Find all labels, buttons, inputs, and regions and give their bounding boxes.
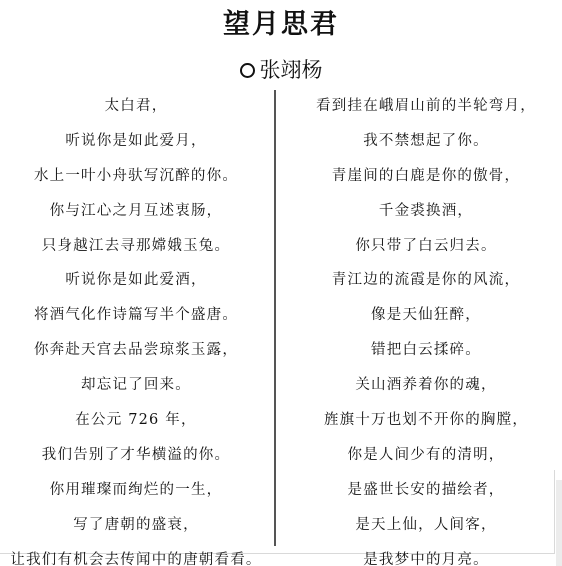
poem-line: 千金裘换酒， [378,202,474,219]
poem-column-left [0,94,272,566]
poem-line: 青崖间的白鹿是你的傲骨， [331,167,521,184]
poem-line: 关山酒养着你的魂， [355,377,497,394]
column-divider [274,90,276,546]
circle-icon [240,63,255,78]
poem-line: 听说你是如此爱月， [65,132,207,149]
poem-line: 我们告别了才华横溢的你。 [41,446,231,463]
poem-line: 我不禁想起了你。 [363,132,489,149]
poem-line: 旌旗十万也划不开你的胸膛， [323,412,529,429]
poem-column-right [290,94,562,566]
author-name: 张翊杨 [259,58,323,82]
poem-line: 将酒气化作诗篇写半个盛唐。 [33,307,239,324]
poem-line: 你是人间少有的清明， [347,446,505,463]
poem-line: 太白君， [104,98,168,114]
poem-line: 听说你是如此爱酒， [65,272,207,289]
poem-line: 像是天仙狂醉， [371,307,481,324]
poem-line: 只身越江去寻那嫦娥玉兔。 [41,237,231,254]
poem-line: 你与江心之月互述衷肠， [49,202,223,219]
poem-line: 却忘记了回来。 [81,377,191,394]
poem-line: 错把白云揉碎。 [371,342,481,359]
poem-line: 看到挂在峨眉山前的半轮弯月， [316,98,536,114]
poem-line: 你奔赴天宫去品尝琼浆玉露， [33,342,239,359]
poem-title: 望月思君 [223,9,339,40]
poem-line: 是我梦中的月亮。 [363,551,489,566]
poem-line: 你只带了白云归去。 [355,237,497,254]
poem-line: 写了唐朝的盛衰， [73,516,199,533]
poem-line: 水上一叶小舟驮写沉醉的你。 [33,167,239,184]
poem-author [0,56,562,84]
poem-line: 是天上仙，人间客， [355,516,497,533]
poem-line: 在公元 726 年， [75,412,197,429]
poem-line: 青江边的流霞是你的风流， [331,272,521,289]
poem-line: 你用璀璨而绚烂的一生， [49,481,223,498]
poem-line: 让我们有机会去传闻中的唐朝看看。 [10,551,262,566]
poem-line: 是盛世长安的描绘者， [347,481,505,498]
